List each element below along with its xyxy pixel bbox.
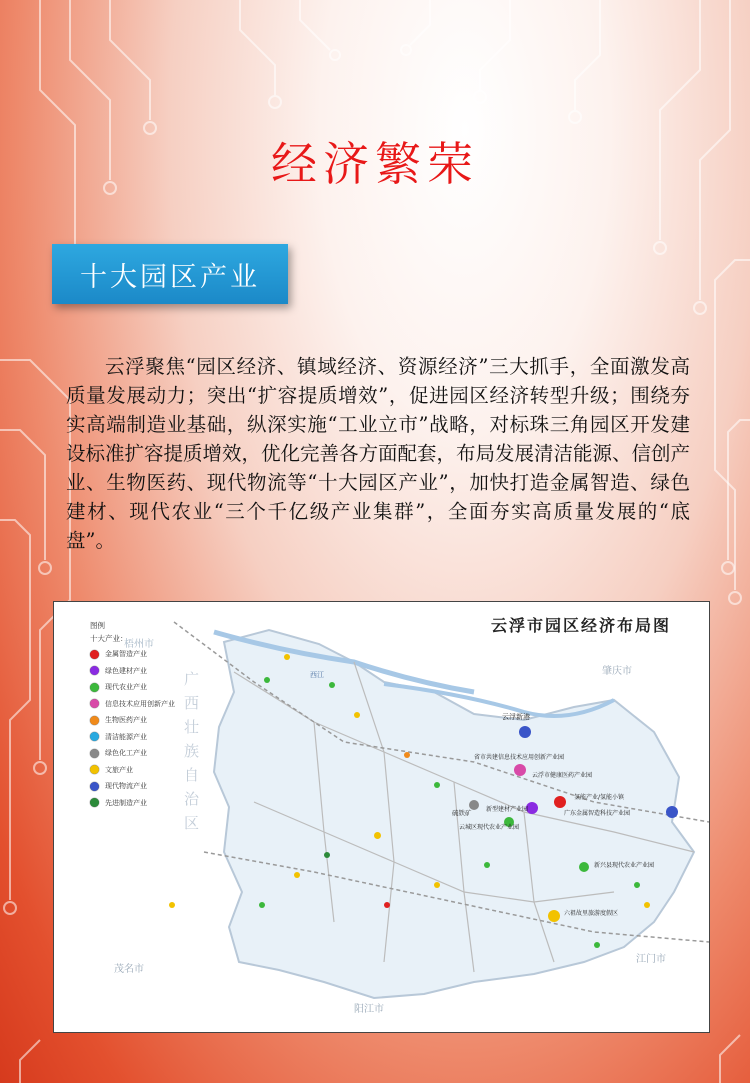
park-marker xyxy=(434,882,440,888)
park-marker xyxy=(259,902,265,908)
section-banner: 十大园区产业 xyxy=(52,244,288,304)
park-label: 新兴县现代农业产业园 xyxy=(594,862,655,869)
park-marker xyxy=(329,682,335,688)
park-marker xyxy=(514,764,526,776)
park-marker xyxy=(634,882,640,888)
legend-item: 现代物流产业 xyxy=(90,778,175,795)
legend-item: 金属智造产业 xyxy=(90,646,175,663)
legend-dot xyxy=(90,716,99,725)
park-label: 云城区现代农业产业园 xyxy=(459,824,520,831)
legend-dot xyxy=(90,683,99,692)
legend-heading: 图例 xyxy=(90,621,105,630)
park-label: 氢能产业/氢能小镇 xyxy=(574,794,625,801)
park-marker xyxy=(169,902,175,908)
legend-item: 生物医药产业 xyxy=(90,712,175,729)
legend-dot xyxy=(90,798,99,807)
legend-item: 文旅产业 xyxy=(90,762,175,779)
map-title: 云浮市园区经济布局图 xyxy=(490,616,671,635)
intro-paragraph: 云浮聚焦“园区经济、镇域经济、资源经济”三大抓手，全面激发高质量发展动力；突出“扩容提质增效”，促进园区经济转型升级；围绕夯实高端制造业基础，纵深实施“工业立市”战略，对标珠三角园区开发建设标准扩容提质增效，优化完善各方面配套，布局发展清洁能源、信创产业、生物医药、现代物流等“十大园区产业”，加快打造金属智造、绿色建材、现代农业“三个千亿级产业集群”，全面夯实高质量发展的“底盘”。 xyxy=(66,355,691,552)
park-marker xyxy=(484,862,490,868)
park-marker xyxy=(374,832,381,839)
label-maoming: 茂名市 xyxy=(114,964,144,975)
label-zhaoqing: 肇庆市 xyxy=(602,666,632,677)
park-marker xyxy=(264,677,270,683)
park-marker xyxy=(644,902,650,908)
legend-dot xyxy=(90,699,99,708)
legend-dot xyxy=(90,666,99,675)
park-label: 新型建材产业园 xyxy=(486,806,529,813)
compass-icon xyxy=(666,806,678,818)
park-marker xyxy=(434,782,440,788)
legend-item: 绿色建材产业 xyxy=(90,663,175,680)
park-marker xyxy=(294,872,300,878)
legend-dot xyxy=(90,732,99,741)
legend-item: 现代农业产业 xyxy=(90,679,175,696)
legend-dot xyxy=(90,650,99,659)
park-marker xyxy=(324,852,330,858)
park-layout-map xyxy=(53,601,710,1033)
park-label: 广东金属智造科技产业园 xyxy=(564,810,631,817)
map-legend xyxy=(90,620,175,811)
label-jiangmen: 江门市 xyxy=(636,954,666,965)
park-marker xyxy=(554,796,566,808)
legend-item: 信息技术应用创新产业 xyxy=(90,696,175,713)
legend-dot xyxy=(90,782,99,791)
label-wuzhou: 梧州市 xyxy=(124,639,154,650)
page-title: 经济繁荣 xyxy=(271,137,479,191)
legend-item: 清洁能源产业 xyxy=(90,729,175,746)
legend-item: 先进制造产业 xyxy=(90,795,175,812)
label-yangjiang: 阳江市 xyxy=(354,1004,384,1015)
legend-dot xyxy=(90,749,99,758)
park-marker xyxy=(284,654,290,660)
label-guangxi: 广西壮族自治区 xyxy=(184,670,200,832)
park-label: 云浮新港 xyxy=(502,713,530,721)
park-marker xyxy=(384,902,390,908)
park-marker xyxy=(548,910,560,922)
park-marker xyxy=(594,942,600,948)
legend-subheading: 十大产业： xyxy=(90,634,128,643)
park-label: 硫铁矿 xyxy=(452,809,472,817)
park-marker xyxy=(519,726,531,738)
park-marker xyxy=(579,862,589,872)
legend-item: 绿色化工产业 xyxy=(90,745,175,762)
park-marker xyxy=(354,712,360,718)
label-xijiang: 西江 xyxy=(310,671,324,679)
legend-dot xyxy=(90,765,99,774)
park-marker xyxy=(404,752,410,758)
park-label: 省市共建信息技术应用创新产业园 xyxy=(474,754,565,761)
park-label: 云浮市健康医药产业园 xyxy=(532,772,593,779)
park-label: 六祖故里旅游度假区 xyxy=(564,910,619,917)
